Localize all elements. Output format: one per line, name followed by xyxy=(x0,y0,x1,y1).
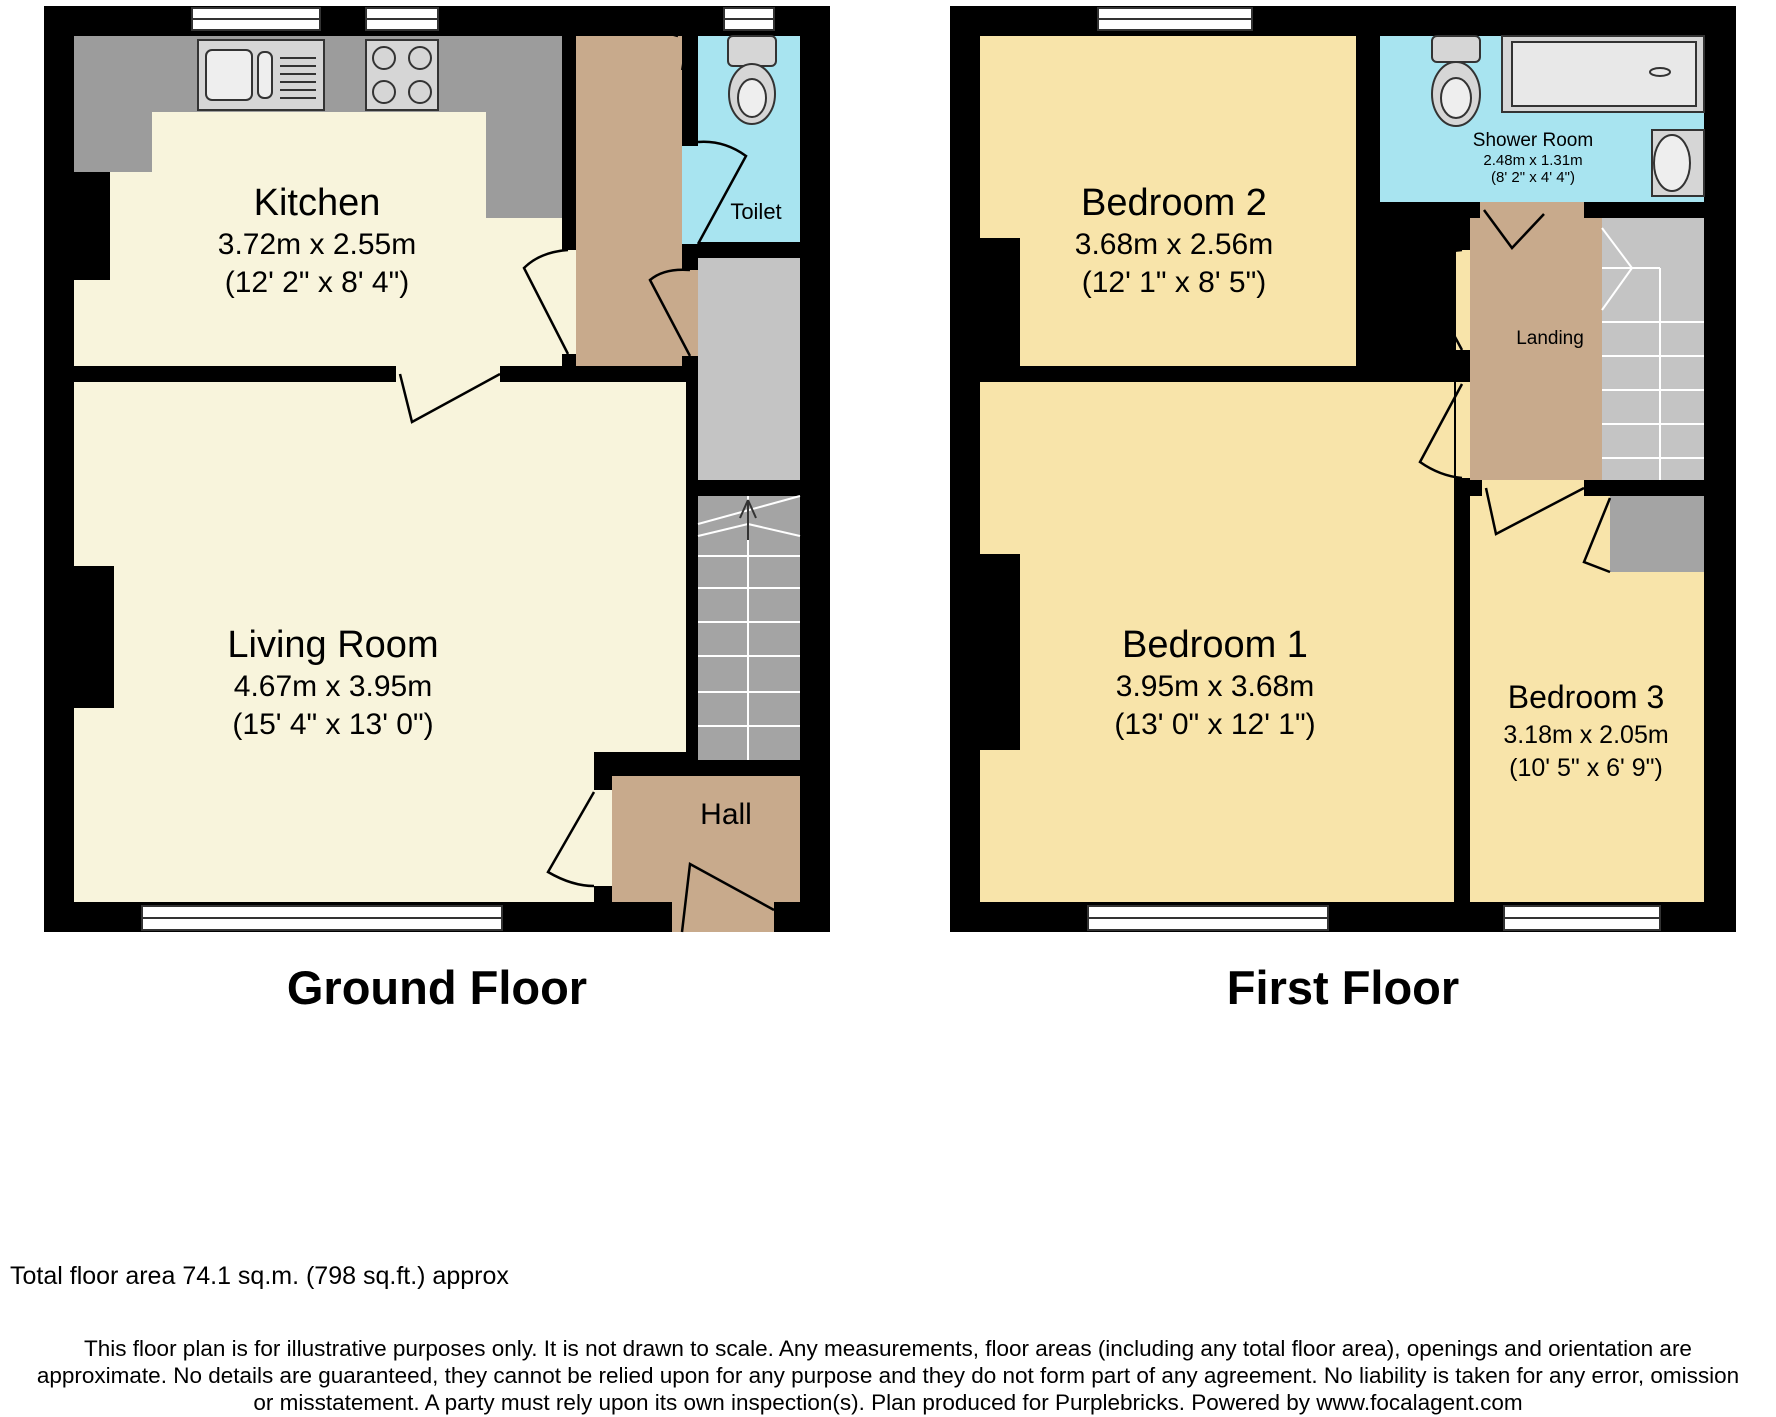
living-room-chimney-breast xyxy=(74,566,114,708)
landing-area xyxy=(1470,218,1602,480)
shower-tray-icon xyxy=(1502,36,1704,112)
disclaimer-line-2: approximate. No details are guaranteed, they cannot be relied upon for any purpose and they do not form part of any agreement. No liability is taken for any error, omission xyxy=(36,1363,1740,1388)
toilet-icon xyxy=(728,36,776,124)
hall-name: Hall xyxy=(700,798,752,831)
toilet-name: Toilet xyxy=(730,199,782,224)
sink-icon xyxy=(198,40,324,110)
landing-name: Landing xyxy=(1516,328,1584,349)
ground-floor-plan xyxy=(44,6,830,932)
bedroom-3-imperial: (10' 5" x 6' 9") xyxy=(1509,754,1663,782)
living-room-metric: 4.67m x 3.95m xyxy=(233,670,433,703)
living-room-imperial: (15' 4" x 13' 0") xyxy=(232,708,434,741)
bedroom-3-metric: 3.18m x 2.05m xyxy=(1503,721,1669,749)
hob-icon xyxy=(366,40,438,110)
first-floor-heading: First Floor xyxy=(1226,961,1460,1014)
disclaimer-line-1: This floor plan is for illustrative purposes only. It is not drawn to scale. Any measurements, floor areas (including any total floor area), openings and orientation are xyxy=(84,1336,1692,1361)
living-room-name: Living Room xyxy=(227,624,439,666)
kitchen-name: Kitchen xyxy=(253,182,381,224)
bedroom-1-metric: 3.95m x 3.68m xyxy=(1115,670,1315,703)
ground-floor-heading: Ground Floor xyxy=(286,961,588,1014)
bedroom-1-name: Bedroom 1 xyxy=(1122,624,1308,666)
kitchen-imperial: (12' 2" x 8' 4") xyxy=(224,266,410,299)
kitchen-chimney-breast xyxy=(74,172,110,280)
ground-stairs xyxy=(698,496,800,760)
shower-room-name: Shower Room xyxy=(1472,130,1594,151)
first-stairs xyxy=(1602,218,1704,480)
bedroom-1-imperial: (13' 0" x 12' 1") xyxy=(1114,708,1316,741)
total-floor-area: Total floor area 74.1 sq.m. (798 sq.ft.) approx xyxy=(10,1262,509,1290)
understairs-cupboard xyxy=(698,258,800,480)
basin-icon xyxy=(1652,130,1704,196)
first-floor-plan xyxy=(950,6,1736,932)
rear-lobby xyxy=(576,36,682,366)
bedroom-3-name: Bedroom 3 xyxy=(1507,679,1665,715)
bedroom-2-chimney-breast xyxy=(980,238,1020,366)
bedroom-1-chimney-breast xyxy=(980,554,1020,750)
kitchen-metric: 3.72m x 2.55m xyxy=(217,228,417,261)
bedroom-2-name: Bedroom 2 xyxy=(1081,182,1267,224)
hall-room xyxy=(612,776,800,902)
shower-room-imperial: (8' 2" x 4' 4") xyxy=(1491,169,1575,186)
disclaimer-line-3: or misstatement. A party must rely upon its own inspection(s). Plan produced for Purplebricks. Powered by www.focalagent.com xyxy=(253,1390,1523,1415)
bedroom-3-cupboard xyxy=(1610,496,1704,572)
bedroom-2-metric: 3.68m x 2.56m xyxy=(1074,228,1274,261)
disclaimer xyxy=(0,1335,1776,1416)
bedroom-2-imperial: (12' 1" x 8' 5") xyxy=(1081,266,1267,299)
shower-room-metric: 2.48m x 1.31m xyxy=(1483,152,1583,169)
shower-room-toilet-icon xyxy=(1432,36,1480,126)
